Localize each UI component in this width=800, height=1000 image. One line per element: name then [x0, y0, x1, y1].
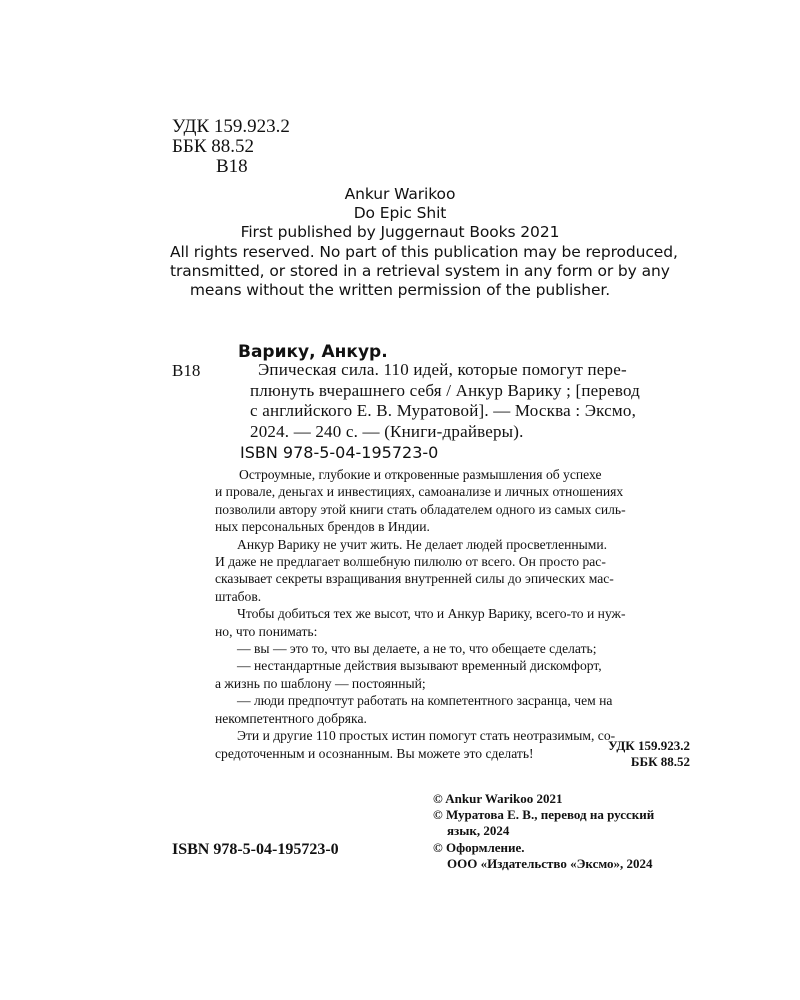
original-edition-info [170, 185, 678, 300]
rights-line: means without the written permission of the publisher. [189, 281, 611, 300]
abstract-line: и провале, деньгах и инвестициях, самоанализе и личных отношениях [215, 484, 624, 500]
catalog-entry-line: 2024. — 240 с. — (Книги-драйверы). [250, 422, 524, 442]
abstract-line: Остроумные, глубокие и откровенные размышления об успехе [239, 467, 602, 482]
catalog-entry-line: плюнуть вчерашнего себя / Анкур Варику ; [перевод [250, 380, 641, 400]
catalog-isbn: ISBN 978-5-04-195723-0 [240, 443, 439, 462]
abstract-line: Эти и другие 110 простых истин помогут стать неотразимым, со- [237, 728, 616, 744]
abstract-line: — вы — это то, что вы делаете, а не то, что обещаете сделать; [237, 641, 597, 657]
abstract-line: некомпетентного добряка. [215, 710, 367, 726]
abstract-line: И даже не предлагает волшебную пилюлю от всего. Он просто рас- [215, 554, 606, 570]
rights-line: All rights reserved. No part of this publication may be reproduced, [170, 242, 678, 261]
copyright-line: © Оформление. [433, 839, 525, 855]
author-code: В18 [216, 156, 248, 177]
abstract-line: — люди предпочтут работать на компетентного засранца, чем на [237, 693, 613, 709]
book-abstract [215, 466, 635, 762]
catalog-author: Варику, Анкур. [238, 342, 388, 362]
original-title: Do Epic Shit [353, 204, 447, 223]
catalog-entry-line: с английского Е. В. Муратовой]. — Москва : Эксмо, [250, 401, 637, 421]
abstract-line: штабов. [215, 588, 262, 604]
bottom-classification [560, 738, 690, 770]
catalog-entry-line: Эпическая сила. 110 идей, которые помогут пере- [258, 360, 627, 379]
classification-codes [172, 117, 290, 177]
original-author: Ankur Warikoo [344, 185, 456, 203]
isbn-bottom: ISBN 978-5-04-195723-0 [172, 841, 339, 858]
abstract-line: средоточенным и осознанным. Вы можете это сделать! [215, 745, 534, 761]
abstract-line: — нестандартные действия вызывают временный дискомфорт, [237, 658, 602, 674]
bottom-bbk: ББК 88.52 [630, 754, 690, 769]
abstract-line: но, что понимать: [215, 623, 318, 639]
catalog-entry [250, 360, 641, 443]
abstract-line: позволили автору этой книги стать обладателем одного из самых силь- [215, 501, 626, 517]
copyright-line: © Ankur Warikoo 2021 [433, 791, 563, 806]
bbk-code: ББК 88.52 [172, 136, 254, 157]
catalog-code: В18 [172, 361, 201, 380]
copyright-line: © Муратова Е. В., перевод на русский [433, 807, 655, 823]
original-publisher: First published by Juggernaut Books 2021 [240, 223, 560, 242]
copyright-notices [433, 791, 703, 872]
abstract-line: а жизнь по шаблону — постоянный; [215, 675, 426, 691]
copyright-line: язык, 2024 [447, 823, 510, 839]
abstract-line: Чтобы добиться тех же высот, что и Анкур Варику, всего-то и нуж- [237, 606, 626, 622]
abstract-line: ных персональных брендов в Индии. [215, 519, 430, 535]
abstract-line: Анкур Варику не учит жить. Не делает людей просветленными. [237, 536, 608, 552]
abstract-line: сказывает секреты взращивания внутренней силы до эпических мас- [215, 571, 614, 587]
udk-code: УДК 159.923.2 [172, 116, 290, 137]
copyright-line: ООО «Издательство «Эксмо», 2024 [447, 855, 653, 871]
bottom-udk: УДК 159.923.2 [608, 738, 690, 753]
rights-line: transmitted, or stored in a retrieval system in any form or by any [170, 261, 670, 280]
